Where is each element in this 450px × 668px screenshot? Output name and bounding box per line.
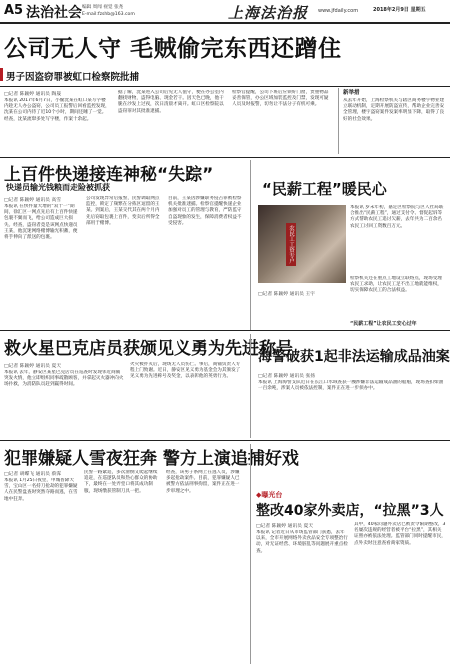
article6-col2: 民警一路紧追，多次滑倒又爬起继续追赶，在巡逻队员和热心群众的协助下，最终在一处弄堂口将其成功制服，现场缴获管制刀具一把。 [84, 470, 158, 494]
article1-col1: 本报讯 2017年6月7日，小偷沈某在虹口某写字楼内趁无人办公盗窃，公司员工报警后回看监控发现，沈某在公司内待了近10个小时，期间还睡了一觉。经查，沈某流窜多处写字楼，作案十余起。 [4, 98, 110, 122]
article3-photo [258, 205, 346, 283]
article4-col2: 火灾被扑灭后，现场无人员伤亡。事后，商铺负责人专程上门致谢。近日，静安区见义勇为基金会为其颁发了见义勇为先进称号及奖金，以表彰他的英勇行为。 [130, 362, 241, 380]
article1-subhead-bar [0, 68, 3, 81]
divider [0, 86, 450, 87]
article1-headline: 公司无人守 毛贼偷完东西还蹭住 [4, 36, 342, 62]
photo-banner: 农民工工资专户 [288, 225, 294, 264]
article2-col2: 公司发现异常后报警，民警调取网点监控，锁定了频繁在分拣区逗留的王某。到案后，王某交代其在两个月内先后窃取包裹上百件，变卖后所得全部用于赌博。 [86, 196, 160, 226]
article6-col1: 本报讯 1月25日夜里，申城普降大雪，宝山区一名持刀抢劫的犯罪嫌疑人在民警盘查时突然夺路而逃，在雪地中狂奔。 [4, 478, 78, 502]
divider [0, 330, 450, 331]
article2-col3: 目前，王某因涉嫌职务侵占罪被检察机关批准逮捕。检察官提醒快递企业加强对员工的管理与教育，严防监守自盗现象的发生，保障消费者权益不受侵害。 [168, 196, 242, 226]
article3-byline: □记者 陈颖婷 通讯员 王宇 [258, 292, 316, 297]
article6-col3: 经查，该男子系网上在逃人员，涉嫌多起抢劫案件。目前，犯罪嫌疑人已被警方依法刑事拘留，案件正在进一步审理之中。 [166, 470, 240, 494]
article2-headline: 上百件快递接连神秘“失踪” [4, 165, 214, 185]
article7-kicker: ◆曝光台 [256, 491, 283, 499]
article2-byline: □记者 陈颖婷 通讯员 高雪 [4, 198, 62, 203]
article1-sidebar [338, 88, 447, 154]
article1-col3: 检察官提醒，公司下班后应锁好门窗，贵重物品妥善保管，办公区域加装监控及门禁，发现可疑人员及时报警，切勿让不法分子有机可乘。 [232, 90, 329, 108]
section-email: E-mail:fzshb@163.com [82, 12, 135, 17]
section-title: 法治社会 [26, 5, 82, 21]
section-editor: 编辑 周闻 视觉 张尧 [82, 5, 124, 10]
article7-headline: 整改40家外卖店，“拉黑”3人 [256, 503, 444, 519]
article2-subhead: 快递员输光钱粮而走险被抓获 [6, 183, 110, 192]
article1-byline: □记者 陈颖婷 通讯员 陶晟 [4, 92, 62, 97]
divider [0, 440, 450, 441]
article6-byline: □记者 胡蝶飞 通讯员 蔡霁 [4, 472, 62, 477]
article3-col1: 本报讯 岁末年初，嘉定区检察院与区人社局联合推出“民薪工程”，通过支付令、督促起诉等方式帮助农民工追讨欠薪，去年共为二百余名农民工讨回工资数百万元。 [350, 205, 444, 229]
article1-col2: 据了解，沈某进入公司后见无人值守，便在办公室内翻找财物，盗得电脑、现金若干。因天色已晚，他干脆在沙发上过夜，次日清晨才离开。虹口区检察院以盗窃罪对其批准逮捕。 [118, 90, 224, 114]
sidebar-title: 新举措 [343, 90, 360, 96]
vertical-divider [250, 444, 251, 664]
article3-col2: 检察机关还在重点工地设立联络点，现场受理农民工求助，让农民工足不出工地就能维权，切实保障农民工的合法权益。 [350, 276, 442, 294]
article1-subhead: 男子因盗窃罪被虹口检察院批捕 [6, 72, 140, 83]
vertical-divider [250, 334, 251, 438]
issue-date: 2018年2月9日 星期五 [373, 7, 426, 13]
site-url[interactable]: www.jfdaily.com [318, 8, 359, 14]
masthead-logo: 上海法治报 [228, 4, 309, 22]
article3-caption: “民薪工程”让农民工安心过年 [350, 321, 417, 327]
article4-byline: □记者 陈颖婷 通讯员 夏天 [4, 364, 62, 369]
vertical-divider [250, 160, 251, 330]
article3-headline: “民薪工程”暖民心 [262, 180, 387, 198]
article7-byline: □记者 陈颖婷 通讯员 夏天 [256, 524, 314, 529]
article5-col1: 本报讯 上海海警支队近日在长江口水域查获一艘涉嫌非法运输成品油的船舶，现场查扣柴油一百余吨，涉案人员被依法控制，案件正在进一步侦办中。 [258, 380, 444, 392]
article5-headline: 海警破获1起非法运输成品油案 [258, 349, 450, 365]
header-rule [0, 22, 450, 24]
page-number: A5 [4, 3, 24, 18]
article4-col1: 本报讯 去年，静安区某星巴克店员在巡查时发现邻近商铺突发火情，他立即组织同事疏散顾客，并拿起灭火器冲向火场扑救，为消防队员赶到赢得时间。 [4, 370, 124, 388]
sidebar-text: 从去年开始，上海检察机关与辖区商务楼宇物业建立联动机制，定期开展防盗宣传，帮助企业完善安全管理，楼宇盗窃案件发案率明显下降，取得了良好的社会效果。 [343, 98, 445, 122]
article5-byline: □记者 陈颖婷 通讯员 张扬 [258, 374, 316, 379]
article6-headline: 犯罪嫌疑人雪夜狂奔 警方上演追捕好戏 [4, 449, 299, 469]
article7-col2: 其中，40家问题外卖店已被责令限期整改，3名屡次违规的经营者被平台“拉黑”，其相关证照亦被依法处理。监管部门同时提醒市民，点外卖时注意查看商家资质。 [354, 522, 446, 546]
divider [0, 157, 450, 158]
article7-col1: 本报讯 记者近日从市场监管部门获悉，去年以来，全市开展网络外卖食品安全专项整治行动，对无证经营、环境脏乱等问题展开重点检查。 [256, 530, 348, 554]
page-header [0, 0, 450, 26]
article4-headline: 救火星巴克店员获颁见义勇为先进称号 [4, 339, 293, 359]
article2-col1: 本报讯 在快件量大增的“双十一”期间，徐汇区一网点先后有上百件快递包裹不翼而飞，给公司造成巨大损失。经查，盗窃者竟是该网点快递员王某，他沉迷网络赌博输光积蓄，便将手伸向了派送的包裹。 [4, 204, 78, 241]
